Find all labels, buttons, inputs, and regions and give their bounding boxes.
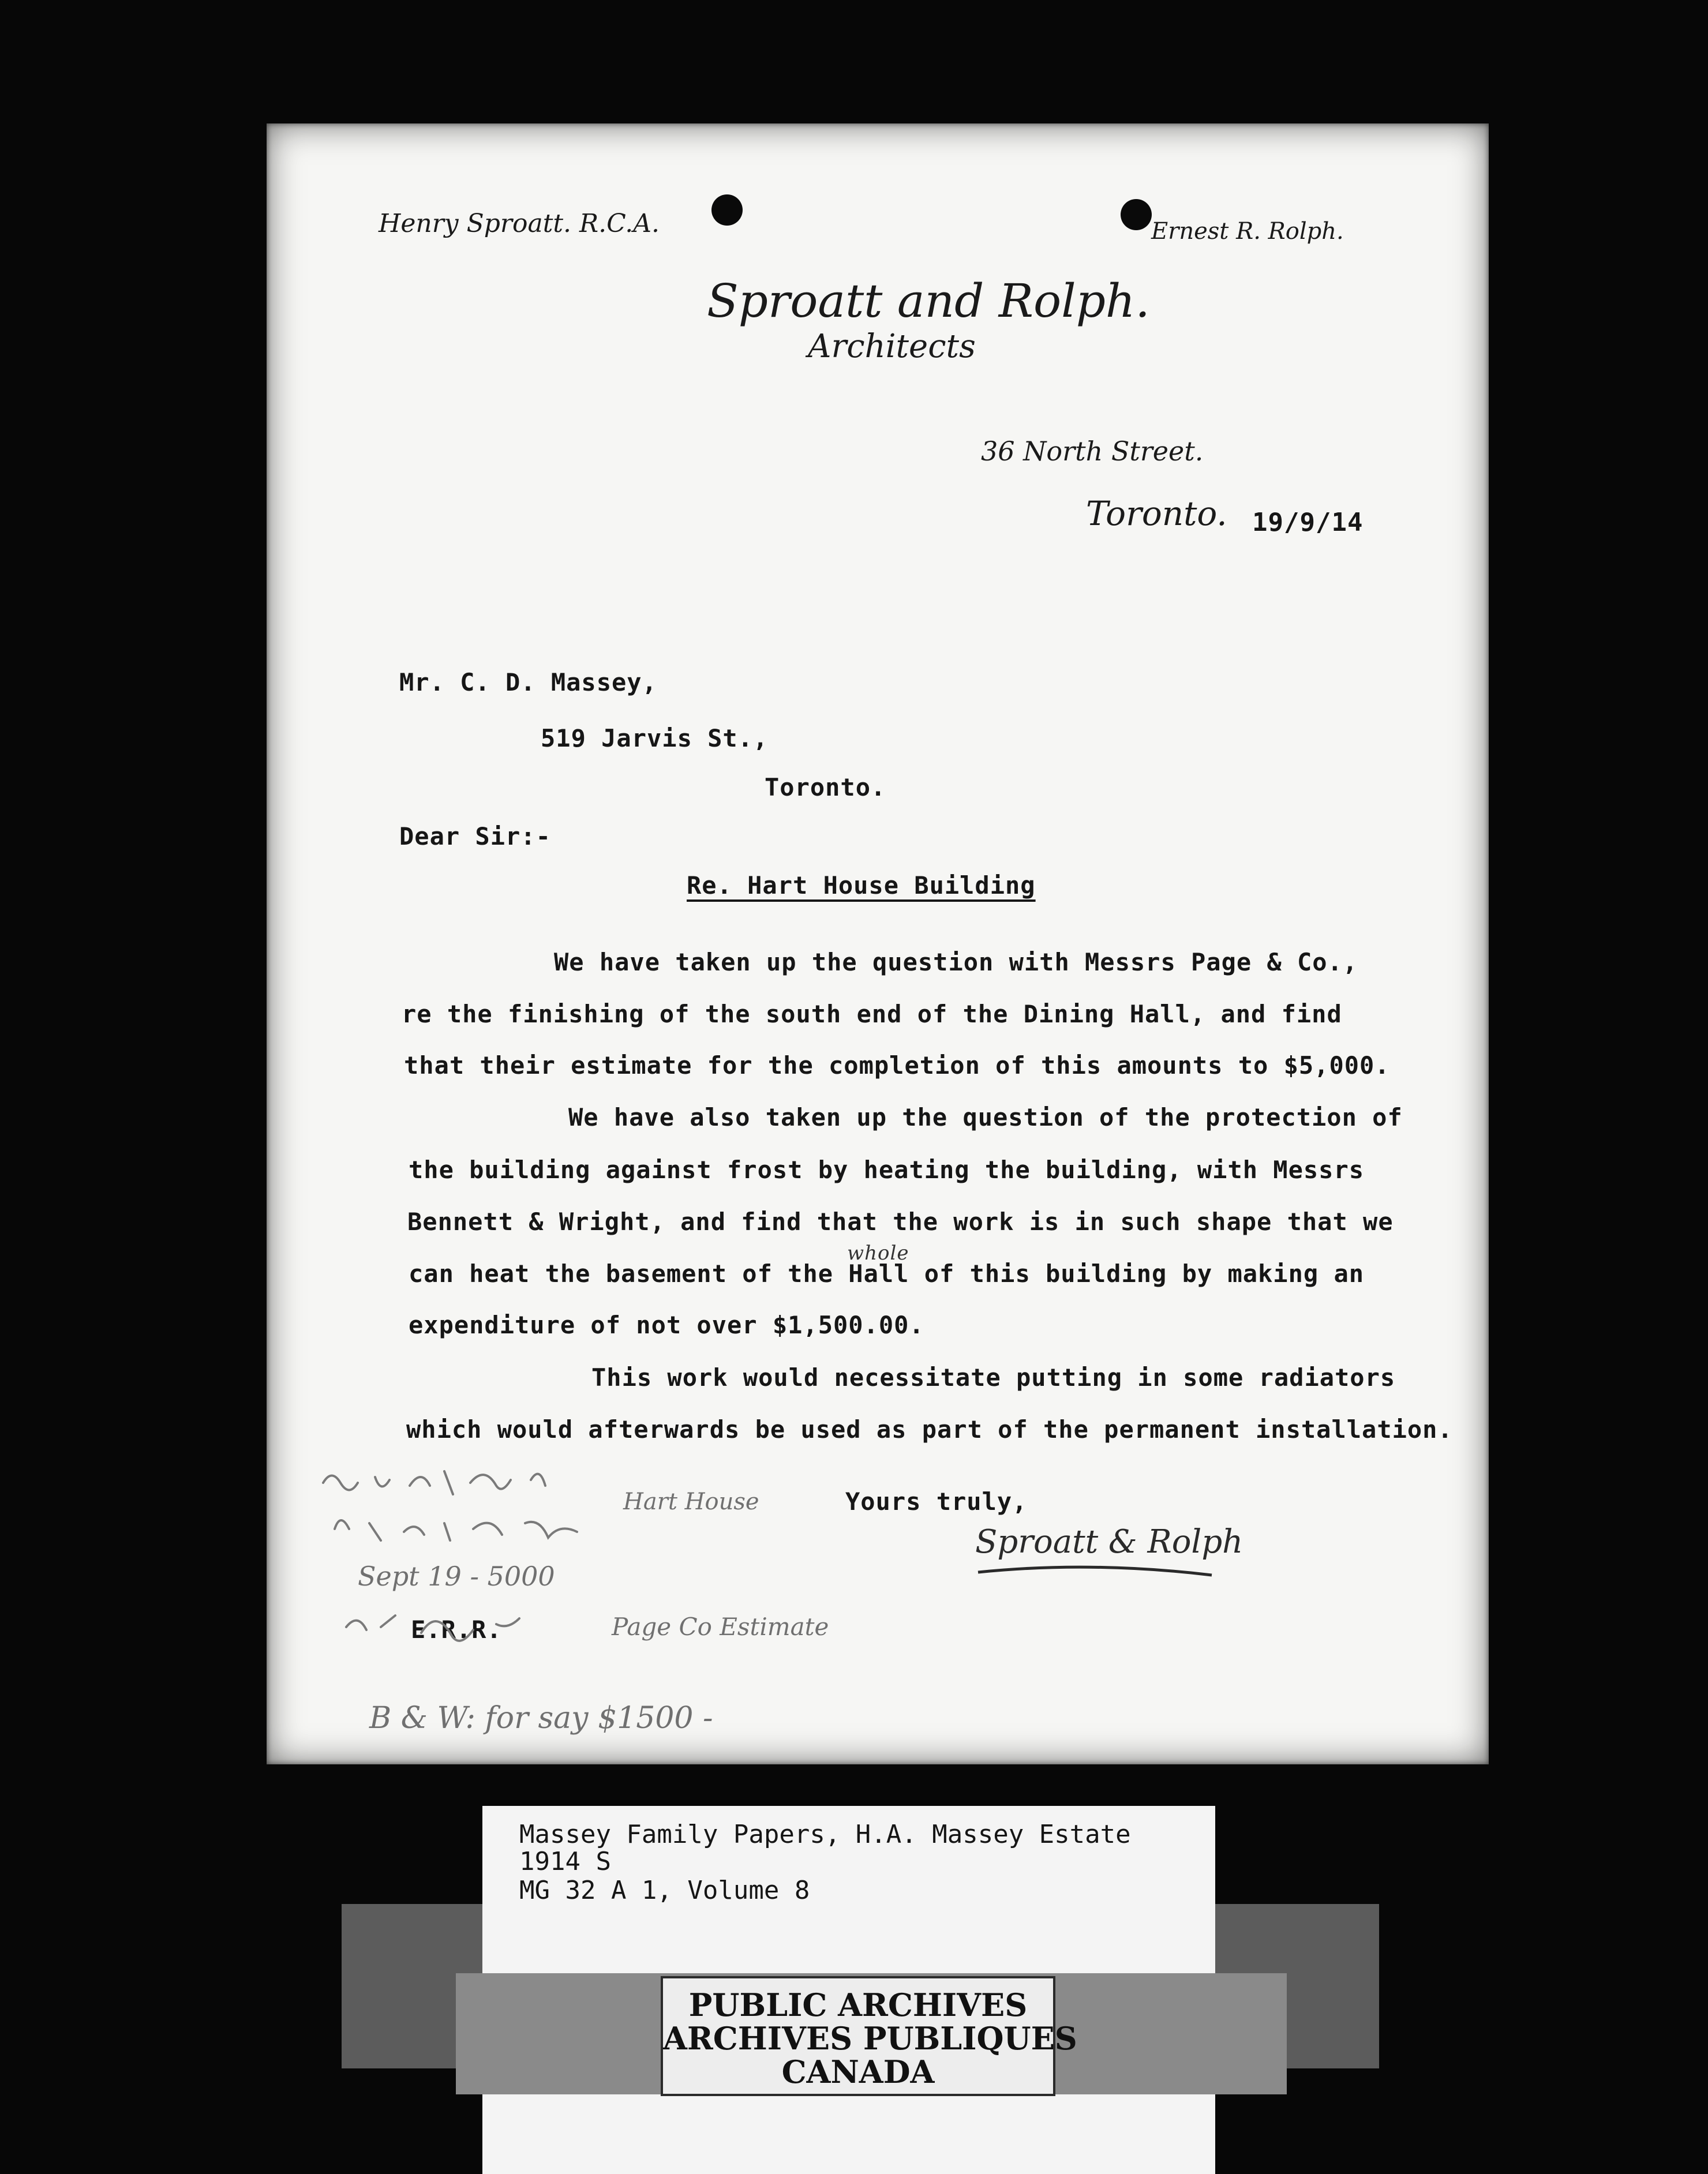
handwritten-insertion: whole bbox=[847, 1242, 909, 1265]
annotation-line: Page Co Estimate bbox=[612, 1613, 829, 1641]
shorthand-scribbles bbox=[312, 1460, 750, 1702]
address-city: Toronto. bbox=[1086, 494, 1227, 533]
firm-subtitle: Architects bbox=[808, 328, 976, 365]
archive-stamp-line: PUBLIC ARCHIVES bbox=[688, 1986, 1028, 2023]
recipient-name: Mr. C. D. Massey, bbox=[399, 668, 657, 696]
subject-line: Re. Hart House Building bbox=[687, 871, 1036, 899]
partner-right-name: Ernest R. Rolph. bbox=[1151, 218, 1344, 245]
recipient-street: 519 Jarvis St., bbox=[541, 724, 769, 752]
letter-date: 19/9/14 bbox=[1252, 508, 1364, 537]
initials: E.R.R. bbox=[411, 1615, 502, 1644]
body-line: the building against frost by heating the building, with Messrs bbox=[409, 1156, 1365, 1184]
salutation: Dear Sir:- bbox=[399, 822, 551, 850]
archive-label-line: MG 32 A 1, Volume 8 bbox=[519, 1876, 810, 1905]
firm-name: Sproatt and Rolph. bbox=[707, 274, 1150, 328]
body-line: can heat the basement of the Hall of this building by making an bbox=[409, 1260, 1365, 1288]
archive-stamp-line: CANADA bbox=[781, 2053, 935, 2090]
punch-hole-left bbox=[711, 194, 743, 226]
body-line: Bennett & Wright, and find that the work is in such shape that we bbox=[407, 1208, 1394, 1236]
body-line: re the finishing of the south end of the Dining Hall, and find bbox=[402, 1000, 1342, 1028]
recipient-city: Toronto. bbox=[765, 773, 886, 801]
body-line: expenditure of not over $1,500.00. bbox=[409, 1311, 924, 1339]
archive-label-line: Massey Family Papers, H.A. Massey Estate bbox=[519, 1820, 1131, 1849]
closing: Yours truly, bbox=[845, 1487, 1028, 1516]
archive-label-line: 1914 S bbox=[519, 1847, 611, 1876]
archive-stamp-line: ARCHIVES PUBLIQUES bbox=[663, 2020, 1077, 2057]
annotation-line: B & W: for say $1500 - bbox=[369, 1701, 713, 1736]
punch-hole-right bbox=[1121, 199, 1152, 230]
body-line: This work would necessitate putting in some radiators bbox=[591, 1363, 1396, 1392]
body-line: which would afterwards be used as part of the permanent installation. bbox=[406, 1415, 1453, 1444]
partner-left-name: Henry Sproatt. R.C.A. bbox=[379, 209, 660, 238]
annotation-line: Sept 19 - 5000 bbox=[358, 1561, 555, 1592]
body-line: We have also taken up the question of the protection of bbox=[568, 1103, 1403, 1131]
address-street: 36 North Street. bbox=[981, 436, 1204, 467]
annotation-line: Hart House bbox=[623, 1489, 759, 1515]
signature-underline bbox=[975, 1558, 1218, 1581]
body-line: We have taken up the question with Messrs Page & Co., bbox=[554, 948, 1358, 976]
signature: Sproatt & Rolph bbox=[975, 1523, 1243, 1561]
body-line: that their estimate for the completion of this amounts to $5,000. bbox=[404, 1051, 1390, 1079]
